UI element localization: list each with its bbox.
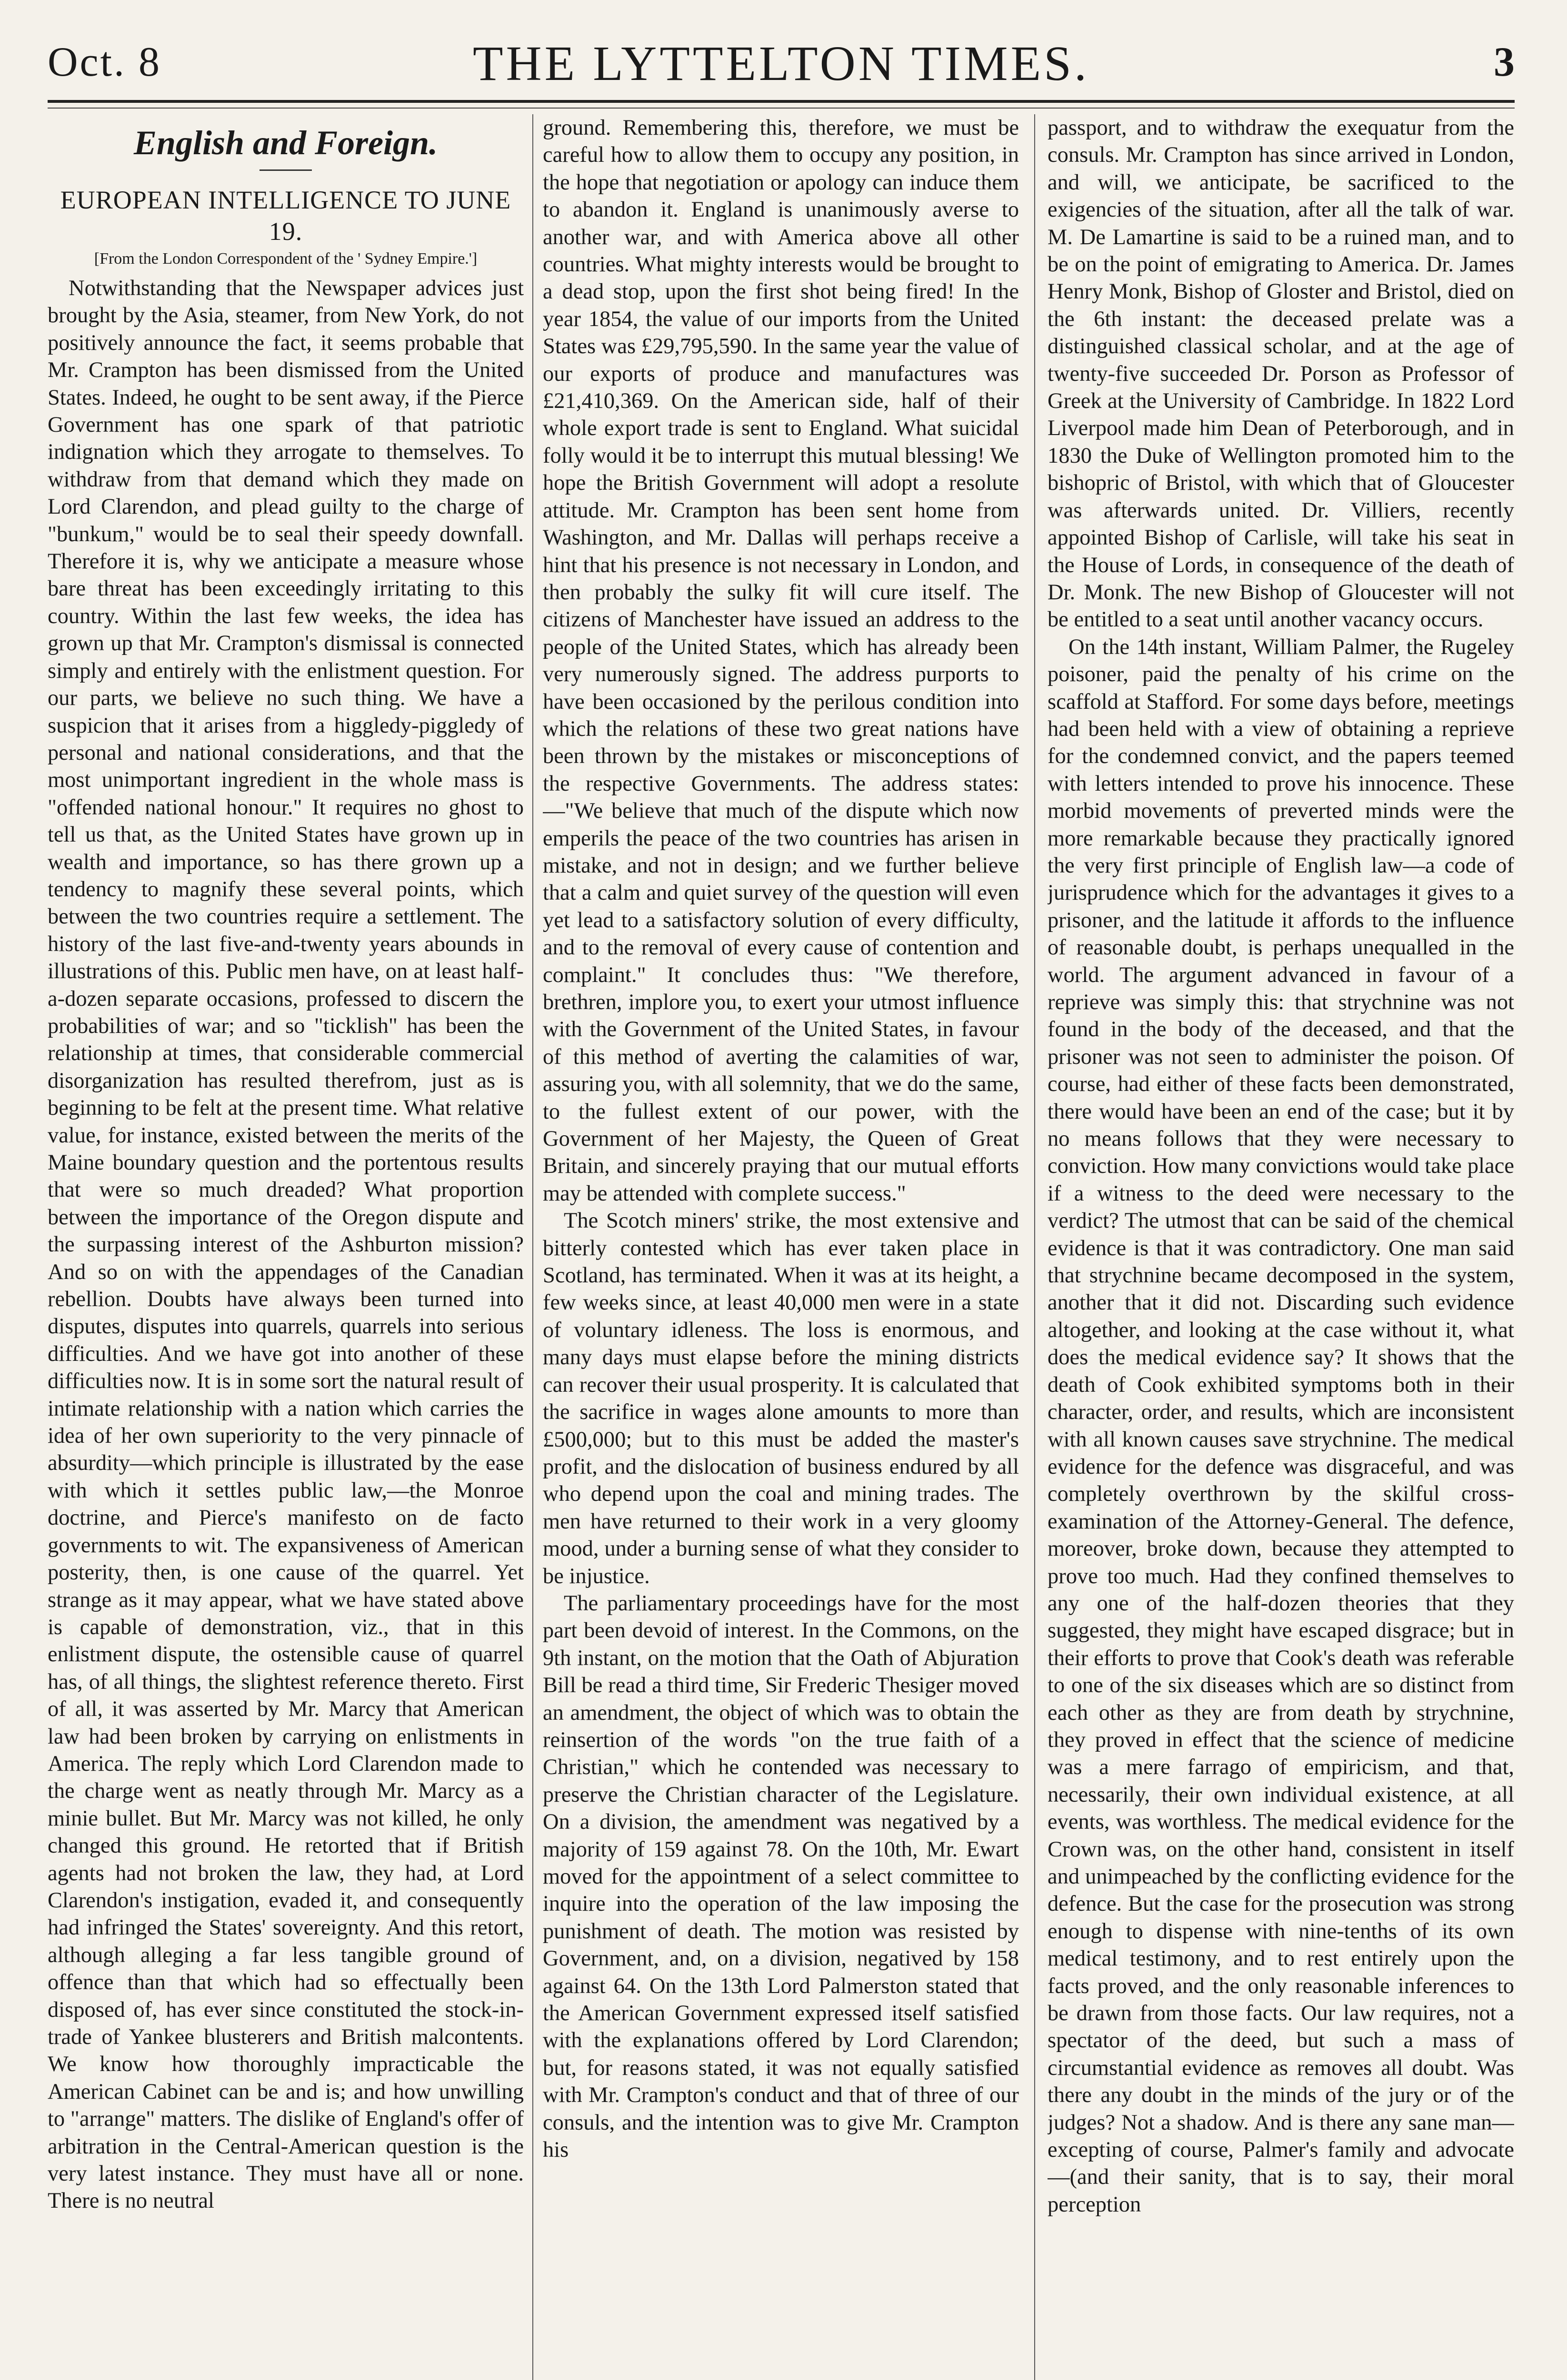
- article-paragraph: Notwithstanding that the Newspaper advices just brought by the Asia, steamer, from New York, do not positively announce the fact, it seems probable that Mr. Crampton has been dismissed from the United States. Indeed, he ought to be sent away, if the Pierce Government has one spark of that patriotic indignation which they arrogate to themselves. To withdraw from that demand which they made on Lord Clarendon, and plead guilty to the charge of "bunkum," would be to seal their speedy downfall. Therefore it is, why we anticipate a measure whose bare threat has been exceedingly irritating to this country. Within the last few weeks, the idea has grown up that Mr. Crampton's dismissal is connected simply and entirely with the enlistment question. For our parts, we believe no such thing. We have a suspicion that it arises from a higgledy-piggledy of personal and national considerations, and that the most unimportant ingredient in the whole mass is "offended national honour." It requires no ghost to tell us that, as the United States have grown up in wealth and importance, so has there grown up a tendency to magnify these several points, which between the two countries require a settlement. The history of the last five-and-twenty years abounds in illustrations of this. Public men have, on at least half-a-dozen separate occasions, professed to discern the probabilities of war; and so "ticklish" has been the relationship at times, that considerable commercial disorganization has resulted therefrom, just as is beginning to be felt at the present time. What relative value, for instance, existed between the merits of the Maine boundary question and the portentous results that were so much dreaded? What proportion between the importance of the Oregon dispute and the surpassing interest of the Ashburton mission? And so on with the appendages of the Canadian rebellion. Doubts have always been turned into disputes, disputes into quarrels, quarrels into serious difficulties. And we have got into another of these difficulties now. It is in some sort the natural result of intimate relationship with a nation which carries the idea of her own superiority to the very pinnacle of absurdity—which principle is illustrated by the ease with which it settles public law,—the Monroe doctrine, and Pierce's manifesto on de facto governments to wit. The expansiveness of American posterity, then, is one cause of the quarrel. Yet strange as it may appear, what we have stated above is capable of demonstration, viz., that in this enlistment dispute, the ostensible cause of quarrel has, of all things, the slightest reference thereto. First of all, it was asserted by Mr. Marcy that American law had been broken by carrying on enlistments in America. The reply which Lord Clarendon made to the charge went as neatly through Mr. Marcy as a minie bullet. But Mr. Marcy was not killed, he only changed this ground. He retorted that if British agents had not broken the law, they had, at Lord Clarendon's instigation, evaded it, and consequently had infringed the States' sovereignty. And this retort, although alleging a far less tangible ground of offence than that which had so effectually been disposed of, has ever since constituted the stock-in-trade of Yankee blusterers and British malcontents. We know how thoroughly impracticable the American Cabinet can be and is; and how unwilling to "arrange" matters. The dislike of England's offer of arbitration in the Central-American question is the very latest instance. They must have all or none. There is no neutral: [48, 276, 524, 2213]
- column-divider: [532, 114, 533, 2380]
- column-1: [48, 114, 524, 2380]
- masthead-rule-thin: [48, 108, 1515, 109]
- masthead: [48, 29, 1515, 95]
- article-paragraph: On the 14th instant, William Palmer, the Rugeley poisoner, paid the penalty of his crime on the scaffold at Stafford. For some days before, meetings had been held with a view of obtaining a reprieve for the condemned convict, and the papers teemed with letters intended to prove his innocence. These morbid movements of preverted minds were the more remarkable because they practically ignored the very first principle of English law—a code of jurisprudence which for the advantages it gives to a prisoner, and the latitude it affords to the influence of reasonable doubt, is perhaps unequalled in the world. The argument advanced in favour of a reprieve was simply this: that strychnine was not found in the body of the deceased, and that the prisoner was not seen to administer the poison. Of course, had either of these facts been demonstrated, there would have been an end of the case; but it by no means follows that they were necessary to conviction. How many convictions would take place if a witness to the deed were necessary to the verdict? The utmost that can be said of the chemical evidence is that it was contradictory. One man said that strychnine became decomposed in the system, another that it did not. Discarding such evidence altogether, and looking at the case without it, what does the medical evidence say? It shows that the death of Cook exhibited symptoms both in their character, order, and results, which are inconsistent with all known causes save strychnine. The medical evidence for the defence was disgraceful, and was completely overthrown by the skilful cross-examination of the Attorney-General. The defence, moreover, broke down, because they attempted to prove too much. Had they confined themselves to any one of the half-dozen theories that they suggested, they might have escaped disgrace; but in their efforts to prove that Cook's death was referable to one of the six diseases which are so distinct from each other as they are from death by strychnine, they proved in effect that the science of medicine was a mere farrago of empiricism, and that, necessarily, their own individual existence, at all events, was worthless. The medical evidence for the Crown was, on the other hand, consistent in itself and unimpeached by the conflicting evidence for the defence. But the case for the prosecution was strong enough to dispense with nine-tenths of its own medical testimony, and to rest entirely upon the facts proved, and the only reasonable inferences to be drawn from those facts. Our law requires, not a spectator of the deed, but such a mass of circumstantial evidence as removes all doubt. Was there any doubt in the minds of the jury or of the judges? Not a shadow. And is there any sane man—excepting of course, Palmer's family and advocate—(and their sanity, that is to say, their moral perception: [1048, 635, 1514, 2217]
- column-3: [1048, 114, 1514, 2380]
- article-paragraph: passport, and to withdraw the exequatur from the consuls. Mr. Crampton has since arrived in London, and will, we anticipate, be sacrificed to the exigencies of the situation, after all the talk of war. M. De Lamartine is said to be a ruined man, and to be on the point of emigrating to America. Dr. James Henry Monk, Bishop of Gloster and Bristol, died on the 6th instant: the deceased prelate was a distinguished classical scholar, and at the age of twenty-five succeeded Dr. Porson as Professor of Greek at the University of Cambridge. In 1822 Lord Liverpool made him Dean of Peterborough, and in 1830 the Duke of Wellington promoted him to the bishopric of Bristol, with which that of Gloucester was afterwards united. Dr. Villiers, recently appointed Bishop of Carlisle, will take his seat in the House of Lords, in consequence of the death of Dr. Monk. The new Bishop of Gloucester will not be entitled to a seat until another vacancy occurs.: [1048, 116, 1514, 632]
- column-2: [543, 114, 1019, 2380]
- page-number: 3: [1494, 39, 1515, 85]
- article-paragraph: ground. Remembering this, therefore, we must be careful how to allow them to occupy any position, in the hope that negotiation or apology can induce them to abandon it. England is unanimously averse to another war, and with America above all other countries. What mighty interests would be brought to a dead stop, upon the first shot being fired! In the year 1854, the value of our imports from the United States was £29,795,590. In the same year the value of our exports of produce and manufactures was £21,410,369. On the American side, half of their whole export trade is sent to England. What suicidal folly would it be to interrupt this mutual blessing! We hope the British Government will adopt a resolute attitude. Mr. Crampton has been sent home from Washington, and Mr. Dallas will perhaps receive a hint that his presence is not necessary in London, and then probably the sulky fit will cure itself. The citizens of Manchester have issued an address to the people of the United States, which has already been very numerously signed. The address purports to have been occasioned by the perilous condition into which the relations of these two great nations have been thrown by the mistakes or misconceptions of the respective Governments. The address states:—"We believe that much of the dispute which now emperils the peace of the two countries has arisen in mistake, and not in design; and we further believe that a calm and quiet survey of the question will even yet lead to a satisfactory solution of every difficulty, and to the removal of every cause of contention and complaint." It concludes thus: "We therefore, brethren, implore you, to exert your utmost influence with the Government of the United States, in favour of this method of averting the calamities of war, assuring you, with all solemnity, that we do the same, to the fullest extent of our power, with the Government of her Majesty, the Queen of Great Britain, and sincerely praying that our mutual efforts may be attended with complete success.": [543, 116, 1019, 1206]
- article-headline: EUROPEAN INTELLIGENCE TO JUNE 19.: [60, 186, 511, 246]
- article-paragraph: The parliamentary proceedings have for the most part been devoid of interest. In the Commons, on the 9th instant, on the motion that the Oath of Abjuration Bill be read a third time, Sir Frederic Thesiger moved an amendment, the object of which was to obtain the reinsertion of the words "on the true faith of a Christian," which he contended was necessary to preserve the Christian character of the Legislature. On a division, the amendment was negatived by a majority of 159 against 78. On the 10th, Mr. Ewart moved for the appointment of a select committee to inquire into the operation of the law imposing the punishment of death. The motion was resisted by Government, and, on a division, negatived by 158 against 64. On the 13th Lord Palmerston stated that the American Government expressed itself satisfied with the explanations offered by Lord Clarendon; but, for reasons stated, it was not equally satisfied with Mr. Crampton's conduct and that of three of our consuls, and the intention was to give Mr. Crampton his: [543, 1591, 1019, 2162]
- section-heading: English and Foreign.: [133, 124, 438, 162]
- newspaper-title: THE LYTTELTON TIMES.: [473, 36, 1089, 91]
- column-divider: [1034, 114, 1035, 2380]
- source-credit: [From the London Correspondent of the ' Sydney Empire.']: [94, 250, 478, 268]
- article-paragraph: The Scotch miners' strike, the most extensive and bitterly contested which has ever taken place in Scotland, has terminated. When it was at its height, a few weeks since, at least 40,000 men were in a state of voluntary idleness. The loss is enormous, and many days must elapse before the mining districts can recover their usual prosperity. It is calculated that the sacrifice in wages alone amounts to more than £500,000; but to this must be added the master's profit, and the dislocation of business endured by all who depend upon the coal and mining trades. The men have returned to their work in a very gloomy mood, under a burning sense of what they consider to be injustice.: [543, 1209, 1019, 1588]
- masthead-rule: [48, 100, 1515, 103]
- heading-rule: [260, 169, 312, 171]
- issue-date: Oct. 8: [48, 39, 162, 85]
